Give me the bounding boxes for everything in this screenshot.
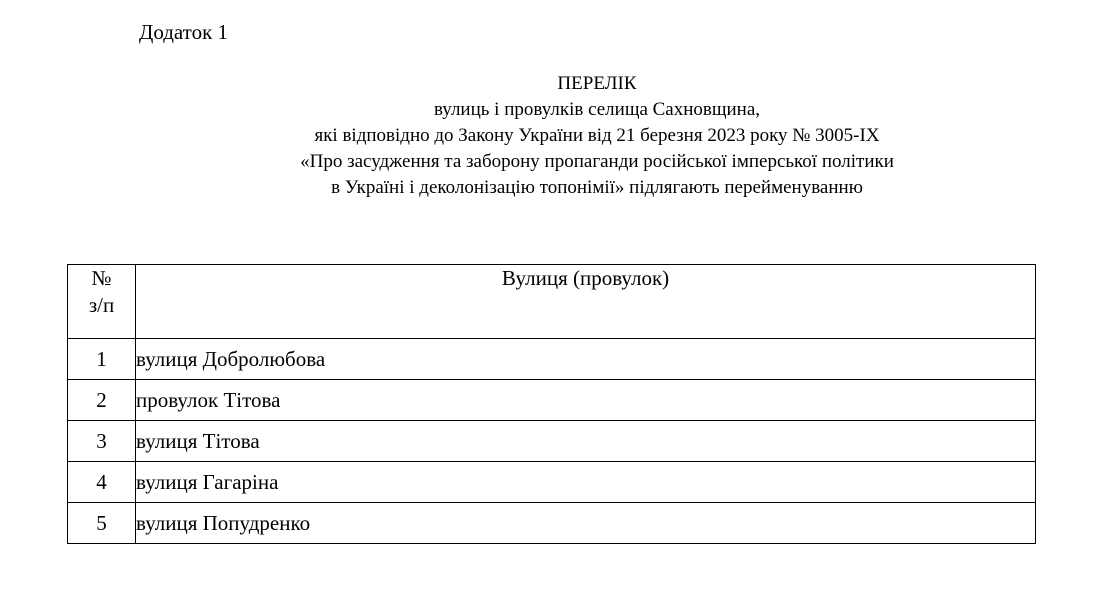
- heading-line: «Про засудження та заборону пропаганди російської імперської політики: [300, 151, 894, 172]
- row-number: 3: [68, 421, 136, 462]
- row-street-name: вулиця Тітова: [136, 421, 1036, 462]
- column-header-number: [68, 265, 136, 339]
- row-street-name: вулиця Гагаріна: [136, 462, 1036, 503]
- table-row: [68, 462, 1036, 503]
- row-street-name: провулок Тітова: [136, 380, 1036, 421]
- row-number: 5: [68, 503, 136, 544]
- table-row: [68, 421, 1036, 462]
- column-header-number-abbrev: з/п: [88, 293, 115, 317]
- table-row: [68, 503, 1036, 544]
- row-number: 1: [68, 339, 136, 380]
- heading-line: які відповідно до Закону України від 21 березня 2023 року № 3005-IX: [314, 125, 880, 146]
- document-heading: [80, 71, 1105, 201]
- heading-line: вулиць і провулків селища Сахновщина,: [433, 99, 761, 120]
- row-street-name: вулиця Добролюбова: [136, 339, 1036, 380]
- row-number: 4: [68, 462, 136, 503]
- column-header-number-sign: №: [91, 266, 112, 290]
- streets-table: [67, 264, 1036, 544]
- heading-line: в Україні і деколонізацію топонімії» підлягають перейменуванню: [331, 177, 863, 198]
- row-street-name: вулиця Попудренко: [136, 503, 1036, 544]
- table-row: [68, 339, 1036, 380]
- heading-title: ПЕРЕЛІК: [557, 73, 637, 94]
- table-row: [68, 380, 1036, 421]
- appendix-label: Додаток 1: [139, 20, 229, 44]
- column-header-street: Вулиця (провулок): [136, 265, 1036, 339]
- table-header-row: [68, 265, 1036, 339]
- row-number: 2: [68, 380, 136, 421]
